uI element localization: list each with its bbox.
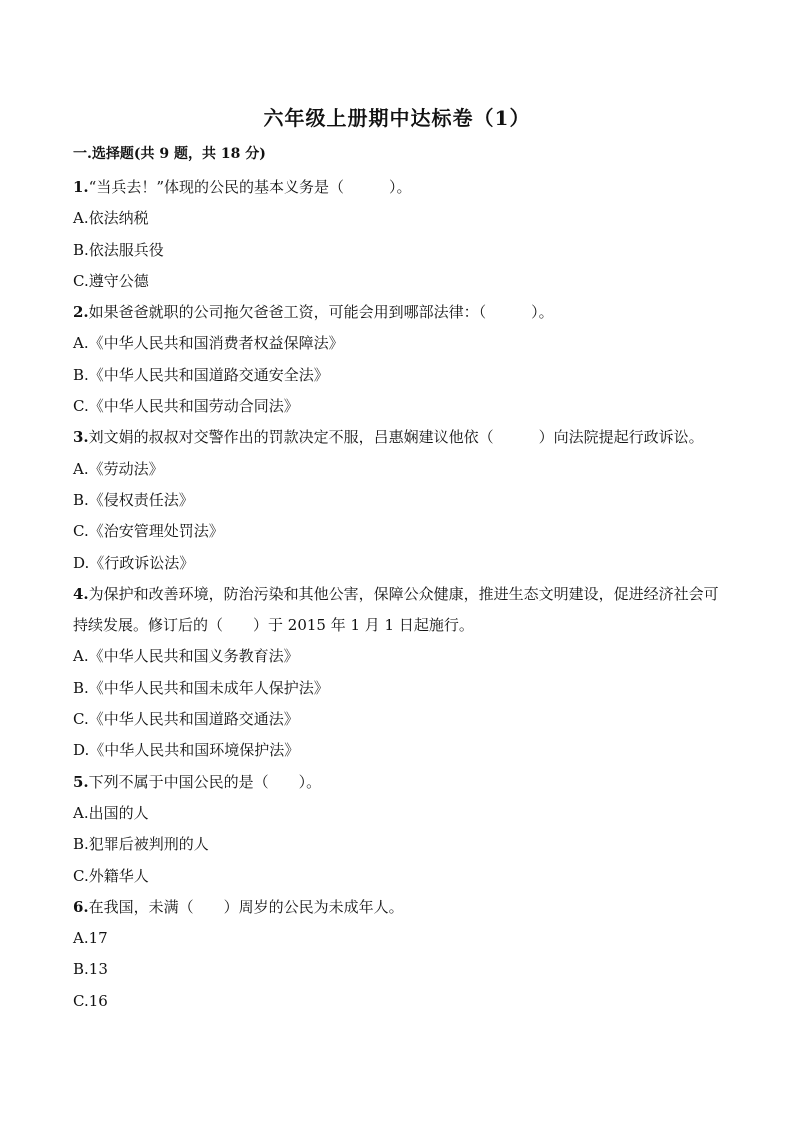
question-4 [73,579,733,642]
question-list [73,172,733,1017]
question-number: 1. [73,178,89,196]
question-number: 5. [73,772,89,791]
option-c: C.外籍华人 [73,866,149,885]
section-heading: 一.选择题(共 9 题，共 18 分) [73,146,266,162]
option-d: D.《行政诉讼法》 [73,553,195,572]
option-b: B.《中华人民共和国道路交通安全法》 [73,365,329,384]
question-number: 6. [73,897,89,916]
option-a: A.出国的人 [73,803,149,822]
option-b: B.《侵权责任法》 [73,490,194,509]
question-5 [73,767,733,798]
question-text: 下列不属于中国公民的是（ ）。 [88,772,322,791]
option-c: C.《中华人民共和国劳动合同法》 [73,397,299,416]
question-2 [73,297,733,328]
option-c: C.遵守公德 [73,271,149,290]
option-b: B.《中华人民共和国未成年人保护法》 [73,678,329,697]
question-text: 刘文娟的叔叔对交警作出的罚款决定不服，吕惠娴建议他依（ ）向法院提起行政诉讼。 [88,428,704,447]
option-b: B.依法服兵役 [73,240,164,259]
option-a: A.《中华人民共和国消费者权益保障法》 [73,334,344,353]
question-text: 为保护和改善环境，防治污染和其他公害，保障公众健康，推进生态文明建设，促进经济社会可持续发展。修订后的（ ）于 2015 年 1 月 1 日起施行。 [73,584,719,635]
option-a: A.《劳动法》 [73,459,164,478]
question-6 [73,892,733,923]
option-c: C.16 [73,991,108,1010]
question-3 [73,422,733,453]
question-text: 在我国，未满（ ）周岁的公民为未成年人。 [88,897,404,916]
question-text: “当兵去！”体现的公民的基本义务是（ ）。 [88,178,412,196]
option-a: A.17 [73,929,108,948]
option-b: B.13 [73,960,108,979]
option-a: A.《中华人民共和国义务教育法》 [73,647,299,666]
page-title: 六年级上册期中达标卷（1） [263,106,531,130]
question-text: 如果爸爸就职的公司拖欠爸爸工资，可能会用到哪部法律：（ ）。 [88,303,554,322]
question-number: 3. [73,428,89,447]
question-1 [73,172,733,203]
option-c: C.《中华人民共和国道路交通法》 [73,710,299,729]
question-number: 2. [73,303,89,322]
option-d: D.《中华人民共和国环境保护法》 [73,741,300,760]
option-a: A.依法纳税 [73,209,149,228]
option-c: C.《治安管理处罚法》 [73,522,224,541]
question-number: 4. [73,584,89,603]
option-b: B.犯罪后被判刑的人 [73,835,209,854]
